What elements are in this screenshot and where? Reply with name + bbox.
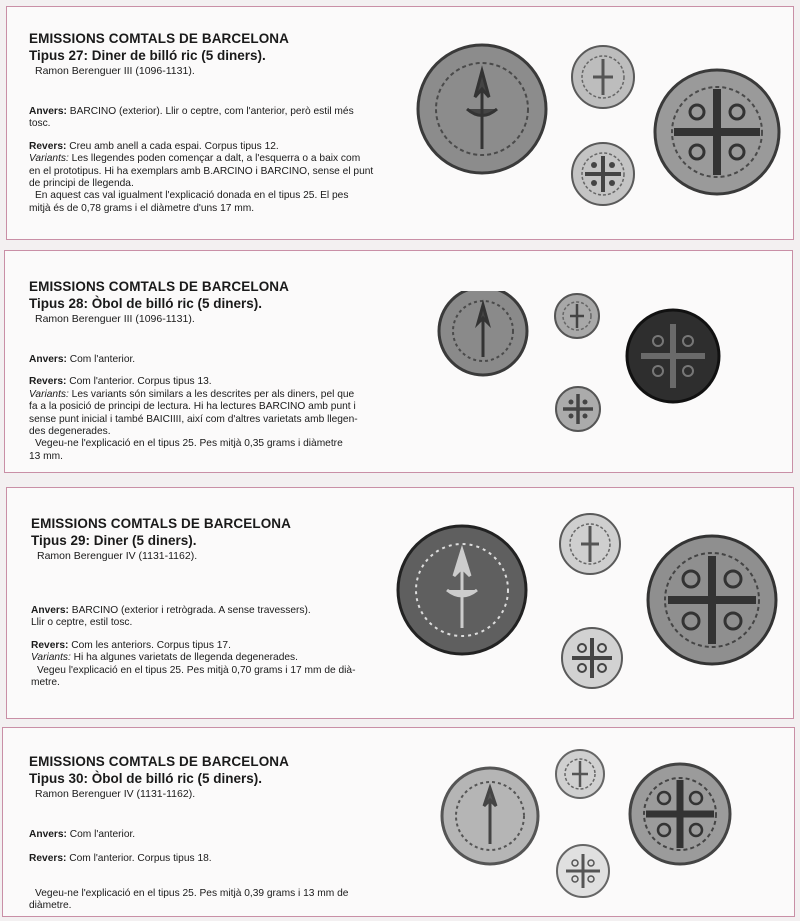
variants-line (29, 389, 399, 401)
card-text (29, 754, 399, 913)
ruler-name: Ramon Berenguer III (1096-1131). (35, 313, 195, 325)
anvers-text-2: tosc. (29, 118, 51, 130)
variants-text: sense punt inicial i també BAICIIII, així com d'altres varietats amb llegen- (29, 413, 358, 425)
revers-text: Com l'anterior. Corpus tipus 18. (69, 853, 212, 865)
coin-photos (433, 291, 733, 441)
revers-line (31, 640, 401, 652)
anvers-label: Anvers: (31, 605, 69, 616)
variants-label: Variants: (29, 388, 69, 400)
series-heading: EMISSIONS COMTALS DE BARCELONA (31, 516, 292, 531)
type-title: Tipus 27: Diner de billó ric (5 diners). (29, 48, 266, 63)
small-coin-obverse (560, 514, 620, 574)
ruler-name: Ramon Berenguer III (1096-1131). (35, 65, 195, 77)
card-text (29, 31, 399, 215)
variants-label: Variants: (29, 153, 69, 165)
card-text (29, 279, 399, 463)
revers-label: Revers: (31, 639, 69, 651)
variants-line (29, 153, 399, 165)
small-coin-obverse (556, 750, 604, 798)
note-text: diàmetre. (29, 900, 72, 912)
anvers-line (29, 354, 399, 366)
variants-line (31, 652, 401, 664)
large-coin-obverse (398, 526, 526, 654)
small-coin-reverse (557, 845, 609, 897)
anvers-label: Anvers: (29, 106, 67, 117)
type-title: Tipus 30: Òbol de billó ric (5 diners). (29, 771, 263, 786)
variants-text: de principi de llegenda. (29, 178, 134, 190)
series-heading: EMISSIONS COMTALS DE BARCELONA (29, 754, 290, 769)
revers-line (29, 853, 399, 865)
card-text (31, 516, 401, 689)
variants-text: des degenerades. (29, 426, 111, 438)
large-coin-reverse (648, 536, 776, 664)
coin-photos (392, 510, 787, 700)
revers-text: Com l'anterior. Corpus tipus 13. (69, 376, 212, 388)
ruler-name: Ramon Berenguer IV (1131-1162). (35, 788, 196, 800)
small-coin-reverse (572, 143, 634, 205)
revers-text: Com les anteriors. Corpus tipus 17. (71, 639, 231, 651)
anvers-line (31, 605, 401, 617)
revers-line (29, 141, 399, 153)
note-text: Vegeu-ne l'explicació en el tipus 25. Pes mitjà 0,35 grams i diàmetre (35, 438, 343, 450)
revers-line (29, 376, 399, 388)
variants-label: Variants: (31, 652, 71, 664)
small-coin-obverse (555, 294, 599, 338)
note-text: Vegeu l'explicació en el tipus 25. Pes mitjà 0,70 grams i 17 mm de dià- (37, 664, 356, 676)
anvers-label: Anvers: (29, 829, 67, 840)
type-title: Tipus 29: Diner (5 diners). (31, 533, 197, 548)
variants-text: fa a la posició de principi de lectura. Hi ha lectures BARCINO amb punt i (29, 401, 356, 413)
anvers-text-2: Llir o ceptre, estil tosc. (31, 617, 133, 629)
large-coin-obverse (418, 45, 546, 173)
series-heading: EMISSIONS COMTALS DE BARCELONA (29, 279, 290, 294)
coin-photos (435, 746, 765, 906)
coin-card-tipus-28 (4, 250, 793, 473)
large-coin-reverse (627, 310, 719, 402)
ruler-name: Ramon Berenguer IV (1131-1162). (37, 550, 198, 562)
large-coin-reverse (630, 764, 730, 864)
large-coin-obverse (439, 291, 527, 375)
large-coin-reverse (655, 70, 779, 194)
variants-text: Hi ha algunes varietats de llegenda degenerades. (73, 652, 298, 664)
anvers-text: BARCINO (exterior). Llir o ceptre, com l'anterior, però estil més (69, 106, 354, 117)
large-coin-obverse (442, 768, 538, 864)
revers-label: Revers: (29, 376, 67, 388)
revers-label: Revers: (29, 853, 67, 865)
variants-text: en el prototipus. Hi ha exemplars amb B.ARCINO i BARCINO, sense el punt (29, 165, 374, 177)
anvers-label: Anvers: (29, 354, 67, 365)
anvers-line (29, 106, 399, 118)
coin-photos (407, 27, 792, 227)
series-heading: EMISSIONS COMTALS DE BARCELONA (29, 31, 290, 46)
note-text: 13 mm. (29, 450, 63, 462)
variants-text: Les llegendes poden començar a dalt, a l'esquerra o a baix com (71, 153, 361, 165)
note-text: Vegeu-ne l'explicació en el tipus 25. Pes mitjà 0,39 grams i 13 mm de (35, 887, 349, 899)
coin-card-tipus-29 (6, 487, 794, 719)
anvers-text: Com l'anterior. (69, 829, 136, 840)
anvers-text: Com l'anterior. (69, 354, 136, 365)
note-text: En aquest cas val igualment l'explicació donada en el tipus 25. El pes (35, 190, 349, 202)
note-text: metre. (31, 677, 60, 689)
note-text: mitjà és de 0,78 grams i el diàmetre d'uns 17 mm. (29, 202, 255, 214)
type-title: Tipus 28: Òbol de billó ric (5 diners). (29, 296, 263, 311)
coin-card-tipus-30 (2, 727, 795, 917)
anvers-text: BARCINO (exterior i retrògrada. A sense travessers). (71, 605, 311, 616)
coin-card-tipus-27 (6, 6, 794, 240)
variants-text: Les variants són similars a les descrites per als diners, pel que (71, 388, 355, 400)
anvers-line (29, 829, 399, 841)
revers-text: Creu amb anell a cada espai. Corpus tipus 12. (69, 140, 279, 152)
small-coin-reverse (562, 628, 622, 688)
small-coin-obverse (572, 46, 634, 108)
revers-label: Revers: (29, 140, 67, 152)
small-coin-reverse (556, 387, 600, 431)
